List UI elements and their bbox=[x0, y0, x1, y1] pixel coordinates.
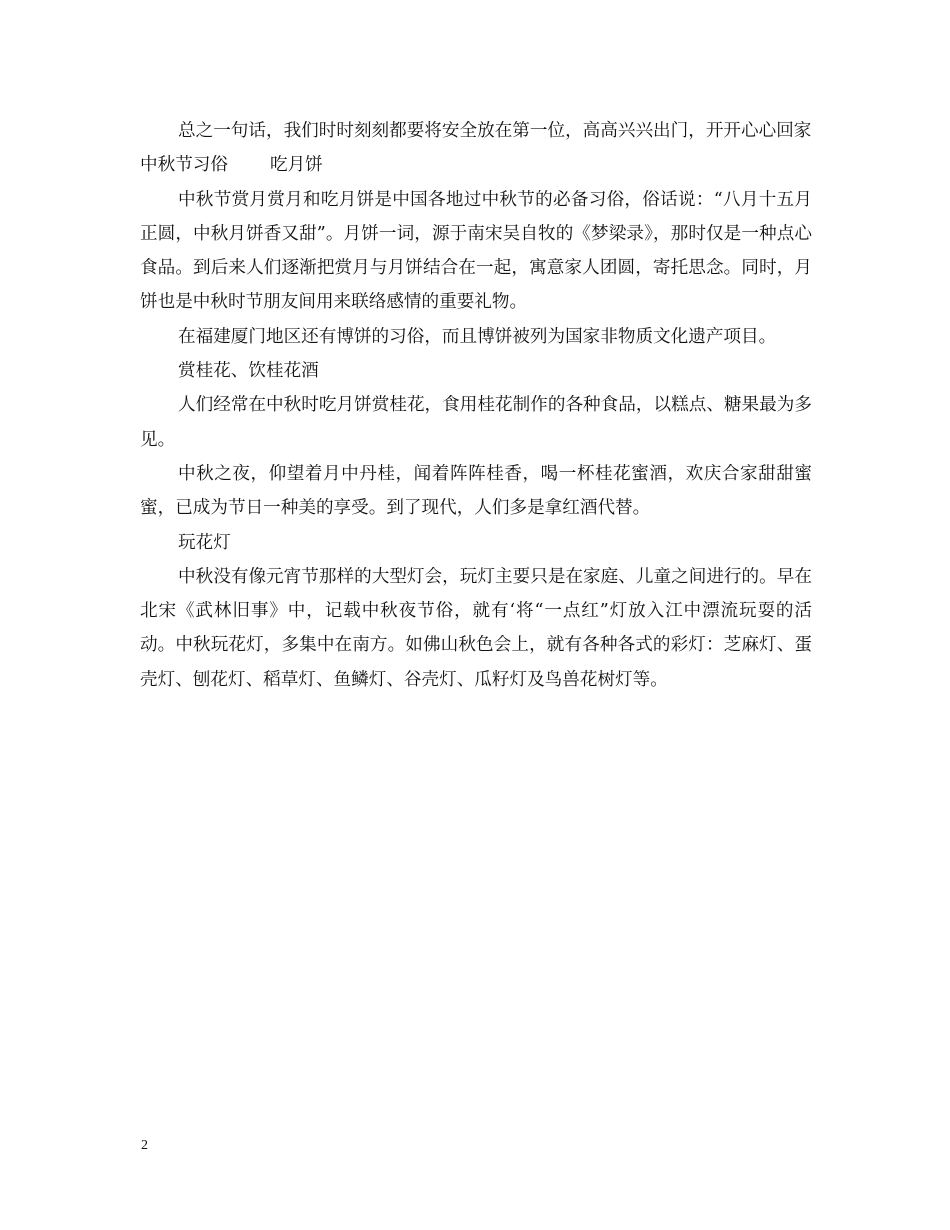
paragraph-lanterns: 中秋没有像元宵节那样的大型灯会，玩灯主要只是在家庭、儿童之间进行的。早在北宋《武林旧事》中，记载中秋夜节俗，就有‘将“一点红”灯放入江中漂流玩耍的活动。中秋玩花灯，多集中在南方。如佛山秋色会上，就有各种各式的彩灯：芝麻灯、蛋壳灯、刨花灯、稻草灯、鱼鳞灯、谷壳灯、瓜籽灯及鸟兽花树灯等。 bbox=[140, 566, 812, 690]
document-body bbox=[140, 114, 812, 697]
heading-mid-autumn-customs: 中秋节习俗 bbox=[140, 155, 228, 176]
subheading-lanterns: 玩花灯 bbox=[178, 532, 231, 553]
page-number: 2 bbox=[141, 1138, 148, 1153]
heading-eat-mooncakes: 吃月饼 bbox=[269, 155, 323, 176]
section-heading-mid-autumn-customs bbox=[140, 148, 812, 182]
paragraph-osmanthus-foods: 人们经常在中秋时吃月饼赏桂花，食用桂花制作的各种食品，以糕点、糖果最为多见。 bbox=[140, 395, 812, 450]
paragraph-safety-summary: 总之一句话，我们时时刻刻都要将安全放在第一位，高高兴兴出门，开开心心回家 bbox=[178, 121, 812, 141]
paragraph-mooncake-custom: 中秋节赏月赏月和吃月饼是中国各地过中秋节的必备习俗，俗话说：“八月十五月正圆，中秋月饼香又甜”。月饼一词，源于南宋吴自牧的《梦梁录》，那时仅是一种点心食品。到后来人们逐渐把赏月与月饼结合在一起，寓意家人团圆，寄托思念。同时，月饼也是中秋时节朋友间用来联络感情的重要礼物。 bbox=[140, 189, 812, 313]
paragraph-osmanthus-wine: 中秋之夜，仰望着月中丹桂，闻着阵阵桂香，喝一杯桂花蜜酒，欢庆合家甜甜蜜蜜，已成为节日一种美的享受。到了现代，人们多是拿红酒代替。 bbox=[140, 463, 812, 519]
subheading-osmanthus: 赏桂花、饮桂花酒 bbox=[178, 361, 319, 382]
paragraph-bobing-custom: 在福建厦门地区还有博饼的习俗，而且博饼被列为国家非物质文化遗产项目。 bbox=[178, 326, 777, 347]
